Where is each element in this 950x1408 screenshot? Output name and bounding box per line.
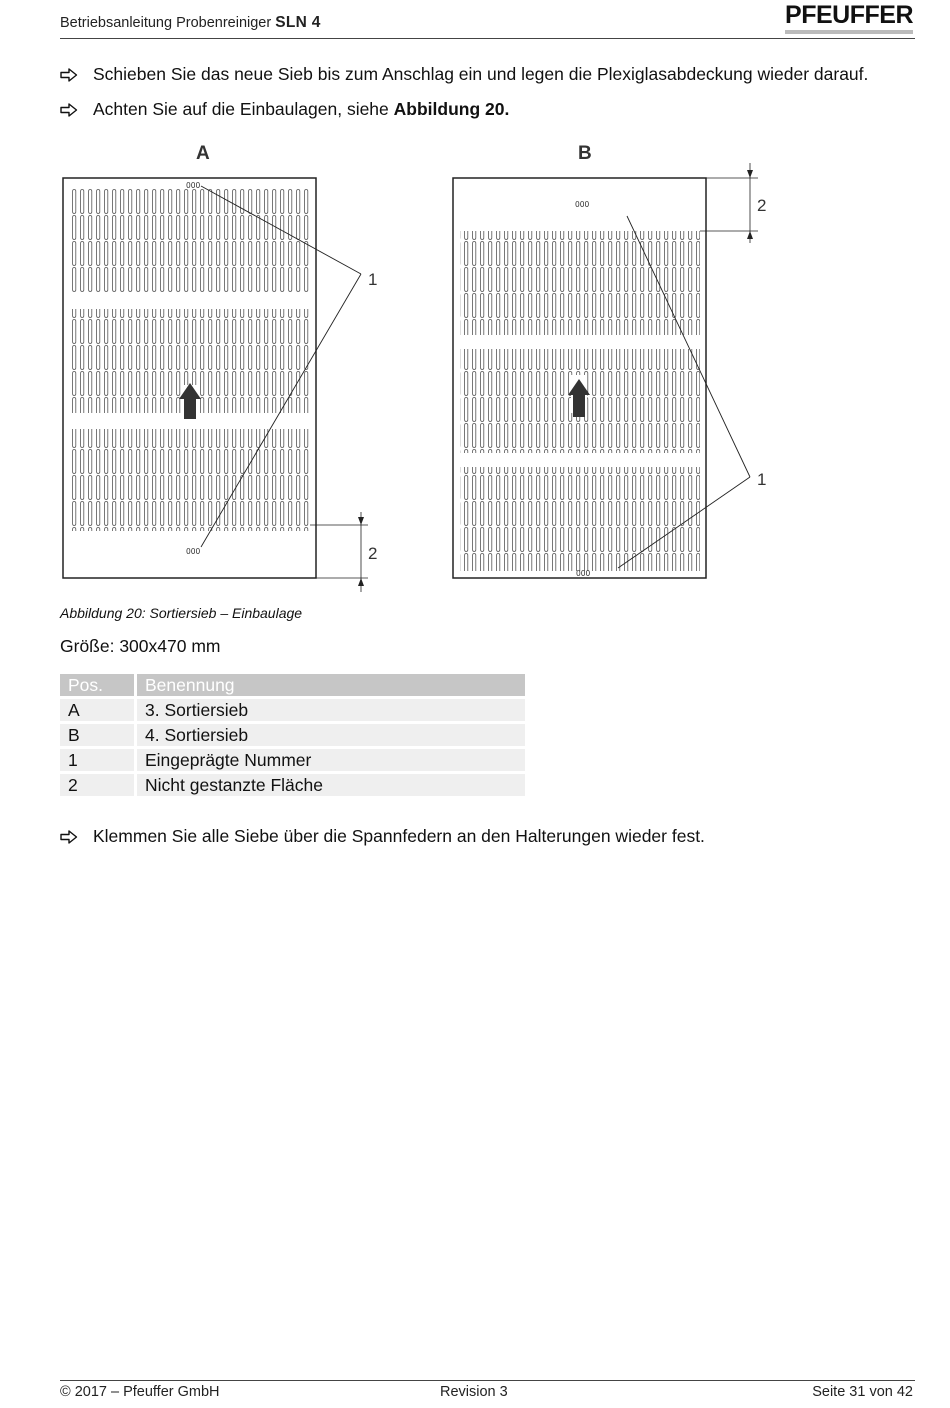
dimension-arrow: [747, 170, 753, 178]
table-cell-pos: B: [60, 724, 134, 746]
table-cell-pos: 1: [60, 749, 134, 771]
table-row: [60, 724, 525, 746]
table-cell-name: Eingeprägte Nummer: [137, 749, 525, 771]
arrow-right-outline-icon: [60, 99, 93, 120]
sieve-b-label: B: [578, 143, 592, 164]
callout-1-label: 1: [368, 270, 378, 289]
footer-copyright: © 2017 – Pfeuffer GmbH: [60, 1384, 220, 1400]
figure-reference: Abbildung 20.: [393, 99, 510, 119]
arrow-right-outline-icon: [60, 826, 93, 847]
sieve-a-label: A: [196, 143, 210, 164]
table-row: [60, 749, 525, 771]
stamped-number: 000: [186, 547, 201, 556]
step-text: Schieben Sie das neue Sieb bis zum Anschlag ein und legen die Plexiglasabdeckung wieder darauf.: [93, 64, 869, 84]
sieve-a-perforation: [69, 429, 309, 531]
sieve-drawing: [55, 137, 795, 602]
page-header: [60, 1, 915, 40]
size-label: Größe: 300x470 mm: [60, 636, 221, 656]
callout-2-label: 2: [757, 196, 767, 215]
header-divider: [60, 38, 915, 39]
sieve-a-perforation: [69, 189, 309, 293]
footer-page-number: Seite 31 von 42: [812, 1384, 913, 1400]
sieve-b-perforation: [460, 467, 700, 571]
sieve-b-perforation: [460, 231, 700, 335]
document-title-model: SLN 4: [275, 14, 321, 31]
dimension-arrow: [358, 578, 364, 586]
stamped-number: 000: [186, 181, 201, 190]
instruction-step: [60, 64, 868, 85]
table-cell-name: 4. Sortiersieb: [137, 724, 525, 746]
document-title: [60, 14, 321, 32]
table-row: [60, 699, 525, 721]
stamped-number: 000: [575, 200, 590, 209]
callout-2-label: 2: [368, 544, 378, 563]
sieve-a: [63, 143, 377, 592]
dimension-arrow: [747, 231, 753, 239]
callout-1-label: 1: [757, 470, 767, 489]
step-text: Klemmen Sie alle Siebe über die Spannfedern an den Halterungen wieder fest.: [93, 826, 705, 846]
column-header-pos: Pos.: [60, 674, 134, 696]
instruction-step: [60, 826, 705, 847]
footer-revision: Revision 3: [440, 1384, 508, 1400]
stamped-number: 000: [576, 569, 591, 578]
table-cell-name: Nicht gestanzte Fläche: [137, 774, 525, 796]
table-row: [60, 774, 525, 796]
company-logo: PFEUFFER: [785, 0, 913, 34]
footer-divider: [60, 1380, 915, 1381]
instruction-step: [60, 99, 509, 120]
table-cell-pos: A: [60, 699, 134, 721]
sieve-b: [453, 143, 766, 578]
table-header-row: [60, 674, 525, 696]
table-cell-pos: 2: [60, 774, 134, 796]
step-text: Achten Sie auf die Einbaulagen, siehe: [93, 99, 394, 119]
parts-table: [57, 671, 528, 799]
column-header-name: Benennung: [137, 674, 525, 696]
document-title-prefix: Betriebsanleitung Probenreiniger: [60, 15, 272, 31]
figure-caption: Abbildung 20: Sortiersieb – Einbaulage: [60, 605, 303, 621]
arrow-right-outline-icon: [60, 64, 93, 85]
dimension-arrow: [358, 517, 364, 525]
sieve-installation-figure: [55, 137, 795, 602]
table-cell-name: 3. Sortiersieb: [137, 699, 525, 721]
